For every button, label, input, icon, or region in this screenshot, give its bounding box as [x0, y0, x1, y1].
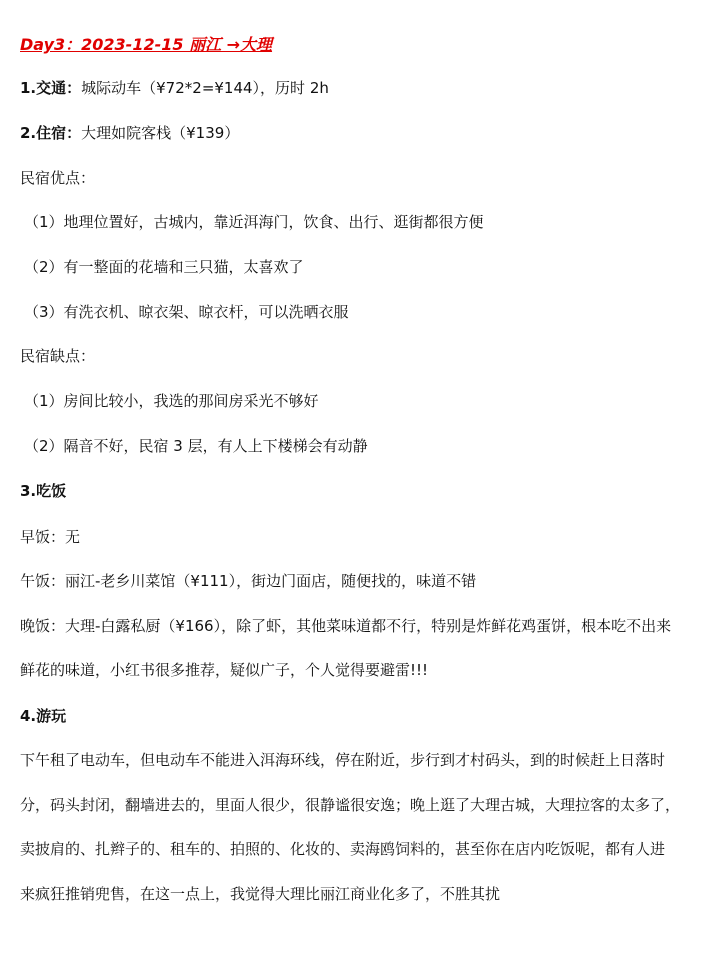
meals-heading: 3.吃饭: [20, 482, 67, 500]
dinner-line-1: 晚饭：大理-白露私厨（¥166），除了虾，其他菜味道都不行，特别是炸鲜花鸡蛋饼，根本吃不出来: [20, 617, 672, 635]
lodging-label: 2.住宿：: [20, 124, 82, 142]
lodging-text: 大理如院客栈（¥139）: [81, 124, 240, 142]
dinner-line-2: 鲜花的味道，小红书很多推荐，疑似广子，个人觉得要避雷!!!: [20, 661, 429, 679]
transport-text: 城际动车（¥72*2=¥144），历时 2h: [81, 79, 329, 97]
cons-heading: 民宿缺点：: [20, 347, 96, 365]
lunch-line: 午饭：丽江-老乡川菜馆（¥111），街边门面店，随便找的，味道不错: [20, 572, 477, 590]
transport-line: [20, 78, 708, 98]
play-heading: 4.游玩: [20, 707, 67, 725]
transport-label: 1.交通：: [20, 79, 82, 97]
pros-item-2: （2）有一整面的花墙和三只猫，太喜欢了: [24, 258, 304, 276]
cons-item-2: （2）隔音不好，民宿 3 层，有人上下楼梯会有动静: [24, 437, 368, 455]
lodging-line: [20, 123, 708, 143]
pros-heading: 民宿优点：: [20, 169, 96, 187]
play-line-2: 分，码头封闭，翻墙进去的，里面人很少，很静谧很安逸；晚上逛了大理古城，大理拉客的太多了，: [20, 796, 681, 814]
play-line-4: 来疯狂推销兜售，在这一点上，我觉得大理比丽江商业化多了，不胜其扰: [20, 885, 501, 903]
day-title: Day3：2023-12-15 丽江 →大理: [20, 35, 273, 54]
pros-item-1: （1）地理位置好，古城内，靠近洱海门，饮食、出行、逛街都很方便: [24, 213, 484, 231]
breakfast-line: 早饭：无: [20, 528, 81, 546]
pros-item-3: （3）有洗衣机、晾衣架、晾衣杆，可以洗晒衣服: [24, 303, 349, 321]
cons-item-1: （1）房间比较小，我选的那间房采光不够好: [24, 392, 319, 410]
play-line-3: 卖披肩的、扎辫子的、租车的、拍照的、化妆的、卖海鸥饲料的，甚至你在店内吃饭呢，都有人进: [20, 840, 666, 858]
play-line-1: 下午租了电动车，但电动车不能进入洱海环线，停在附近，步行到才村码头，到的时候赶上日落时: [20, 751, 666, 769]
